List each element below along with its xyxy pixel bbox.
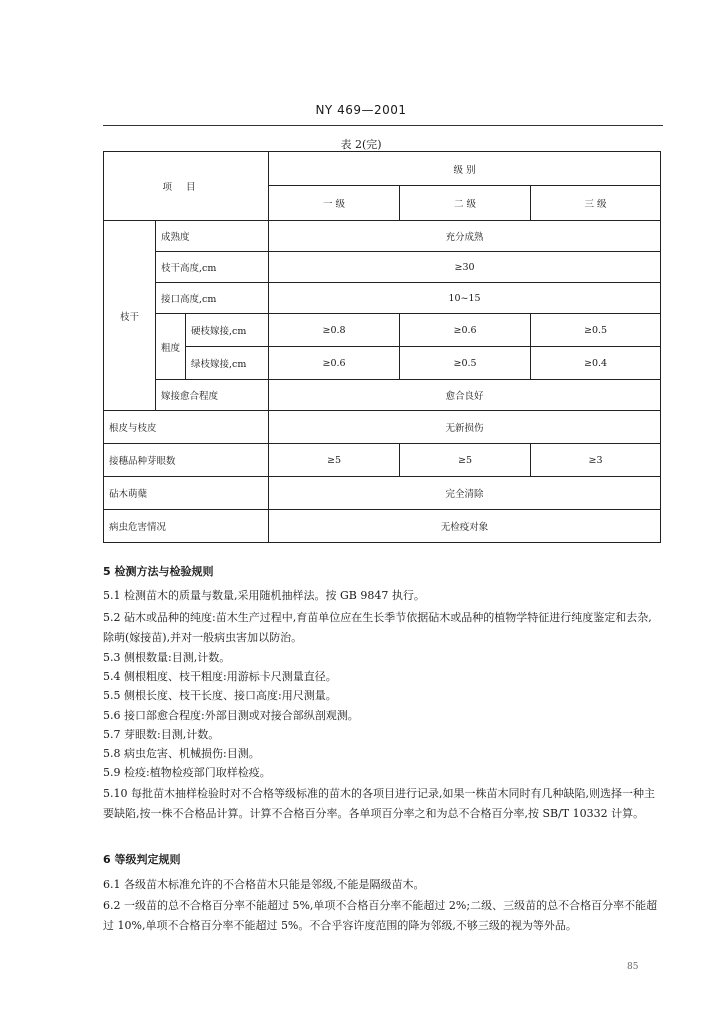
table-row <box>104 347 661 380</box>
green-graft-grade-2: ≥0.5 <box>400 347 531 380</box>
standard-number-header: NY 469—2001 <box>315 103 407 117</box>
row-label-sucker: 砧木萌蘖 <box>104 477 269 510</box>
row-value-maturity: 充分成熟 <box>269 221 661 252</box>
paragraph-5-9: 5.9 检疫:植物检疫部门取样检疫。 <box>103 766 271 779</box>
buds-grade-2: ≥5 <box>400 444 531 477</box>
page-number: 85 <box>627 962 639 972</box>
section-6-title: 6 等级判定规则 <box>103 853 181 866</box>
row-label-height: 枝干高度,cm <box>156 252 269 283</box>
grading-table <box>103 151 661 543</box>
row-label-graft-height: 接口高度,cm <box>156 283 269 314</box>
header-grade-1: 一 级 <box>269 186 400 221</box>
green-graft-grade-1: ≥0.6 <box>269 347 400 380</box>
buds-grade-3: ≥3 <box>531 444 661 477</box>
table-caption: 表 2(完) <box>340 138 382 151</box>
row-value-sucker: 完全清除 <box>269 477 661 510</box>
paragraph-5-6: 5.6 接口部愈合程度:外部目测或对接合部纵剖观测。 <box>103 709 359 722</box>
paragraph-5-8: 5.8 病虫危害、机械损伤:目测。 <box>103 747 260 760</box>
paragraph-6-1: 6.1 各级苗木标准允许的不合格苗木只能是邻级,不能是隔级苗木。 <box>103 878 425 891</box>
header-rule <box>103 125 663 126</box>
group-thickness: 粗度 <box>156 314 186 380</box>
row-value-height: ≥30 <box>269 252 661 283</box>
green-graft-grade-3: ≥0.4 <box>531 347 661 380</box>
table-row <box>104 314 661 347</box>
row-label-green-graft: 绿枝嫁接,cm <box>186 347 269 380</box>
row-label-buds: 接穗品种芽眼数 <box>104 444 269 477</box>
row-value-healing: 愈合良好 <box>269 380 661 411</box>
table-row <box>104 444 661 477</box>
table-row <box>104 411 661 444</box>
row-label-healing: 嫁接愈合程度 <box>156 380 269 411</box>
row-label-pest: 病虫危害情况 <box>104 510 269 543</box>
group-stem: 枝干 <box>104 221 156 411</box>
row-label-hard-graft: 硬枝嫁接,cm <box>186 314 269 347</box>
paragraph-5-10: 5.10 每批苗木抽样检验时对不合格等级标准的苗木的各项目进行记录,如果一株苗木同时有几种缺陷,则选择一种主要缺陷,按一株不合格品计算。计算不合格百分率。各单项百分率之和为总不合格百分率,按 SB/T 10332 计算。 <box>103 787 655 820</box>
row-value-pest: 无检疫对象 <box>269 510 661 543</box>
paragraph-5-2: 5.2 砧木或品种的纯度:苗木生产过程中,育苗单位应在生长季节依据砧木或品种的植物学特征进行纯度鉴定和去杂,除萌(嫁接苗),并对一般病虫害加以防治。 <box>103 611 652 644</box>
buds-grade-1: ≥5 <box>269 444 400 477</box>
header-item: 项目 <box>104 152 269 221</box>
row-value-bark: 无新损伤 <box>269 411 661 444</box>
paragraph-5-5: 5.5 侧根长度、枝干长度、接口高度:用尺测量。 <box>103 689 337 702</box>
row-label-bark: 根皮与枝皮 <box>104 411 269 444</box>
hard-graft-grade-1: ≥0.8 <box>269 314 400 347</box>
table-row <box>104 152 661 186</box>
table-row <box>104 477 661 510</box>
header-grade-3: 三 级 <box>531 186 661 221</box>
hard-graft-grade-2: ≥0.6 <box>400 314 531 347</box>
table-row <box>104 252 661 283</box>
hard-graft-grade-3: ≥0.5 <box>531 314 661 347</box>
table-row <box>104 510 661 543</box>
paragraph-5-4: 5.4 侧根粗度、枝干粗度:用游标卡尺测量直径。 <box>103 670 337 683</box>
paragraph-5-7: 5.7 芽眼数:目测,计数。 <box>103 728 220 741</box>
section-5-title: 5 检测方法与检验规则 <box>103 565 214 578</box>
paragraph-5-3: 5.3 侧根数量:目测,计数。 <box>103 651 231 664</box>
header-grade-2: 二 级 <box>400 186 531 221</box>
table-row <box>104 380 661 411</box>
row-value-graft-height: 10~15 <box>269 283 661 314</box>
paragraph-5-1: 5.1 检测苗木的质量与数量,采用随机抽样法。按 GB 9847 执行。 <box>103 589 425 602</box>
table-row <box>104 283 661 314</box>
header-grade: 级 别 <box>269 152 661 186</box>
paragraph-6-2: 6.2 一级苗的总不合格百分率不能超过 5%,单项不合格百分率不能超过 2%;二级、三级苗的总不合格百分率不能超过 10%,单项不合格百分率不能超过 5%。不合乎容许度范围的降为邻级,不够三级的视为等外品。 <box>103 899 658 932</box>
table-row <box>104 221 661 252</box>
row-label-maturity: 成熟度 <box>156 221 269 252</box>
